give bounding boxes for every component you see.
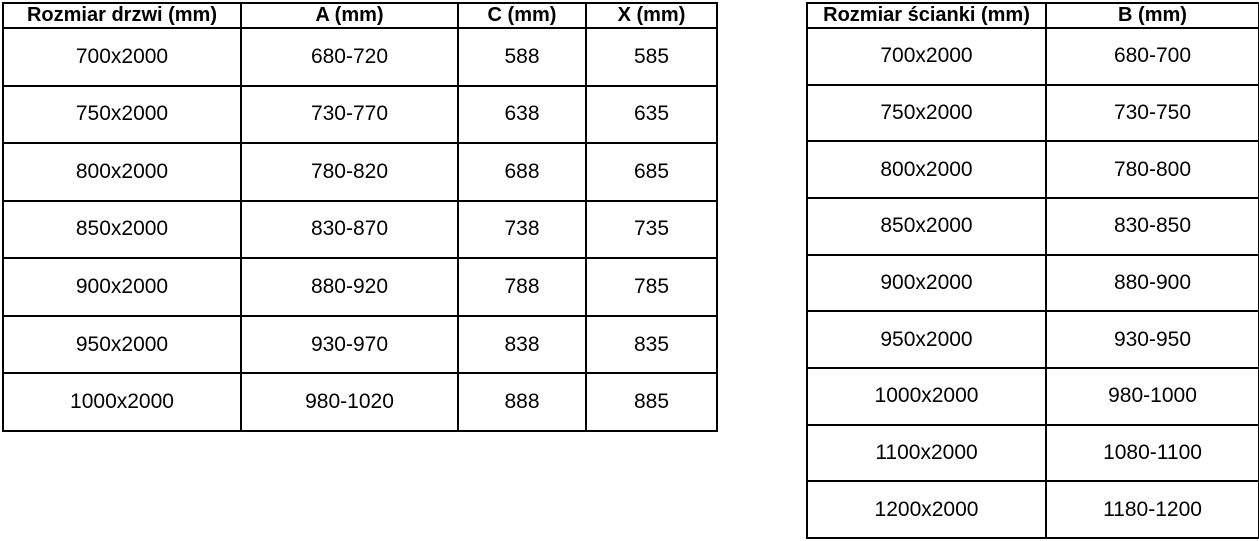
table-cell: 780-800 — [1046, 141, 1259, 198]
table-row — [3, 28, 717, 86]
table-cell: 1080-1100 — [1046, 425, 1259, 482]
table-cell: 750x2000 — [807, 85, 1046, 142]
table-cell: 800x2000 — [807, 141, 1046, 198]
column-header: Rozmiar ścianki (mm) — [807, 3, 1046, 28]
table-cell: 900x2000 — [807, 255, 1046, 312]
table-cell: 950x2000 — [3, 316, 241, 374]
table-cell: 735 — [586, 201, 717, 259]
table-cell: 688 — [458, 143, 586, 201]
table-row — [3, 373, 717, 431]
table-row — [807, 425, 1259, 482]
table-cell: 680-720 — [241, 28, 458, 86]
table-row — [3, 258, 717, 316]
table-cell: 788 — [458, 258, 586, 316]
table-cell: 585 — [586, 28, 717, 86]
table-cell: 900x2000 — [3, 258, 241, 316]
table-cell: 1180-1200 — [1046, 481, 1259, 538]
table-cell: 700x2000 — [807, 28, 1046, 85]
table-cell: 685 — [586, 143, 717, 201]
table-row — [3, 316, 717, 374]
table-cell: 888 — [458, 373, 586, 431]
table-cell: 1000x2000 — [807, 368, 1046, 425]
table-cell: 880-920 — [241, 258, 458, 316]
table-cell: 785 — [586, 258, 717, 316]
table-cell: 1100x2000 — [807, 425, 1046, 482]
column-header: A (mm) — [241, 3, 458, 28]
column-header: C (mm) — [458, 3, 586, 28]
table-cell: 635 — [586, 86, 717, 144]
table-cell: 830-870 — [241, 201, 458, 259]
table-cell: 880-900 — [1046, 255, 1259, 312]
table-cell: 1000x2000 — [3, 373, 241, 431]
table-cell: 638 — [458, 86, 586, 144]
column-header: B (mm) — [1046, 3, 1259, 28]
header-row — [3, 3, 717, 28]
table-cell: 830-850 — [1046, 198, 1259, 255]
table-cell: 680-700 — [1046, 28, 1259, 85]
table-cell: 950x2000 — [807, 311, 1046, 368]
table-row — [807, 85, 1259, 142]
table-cell: 980-1020 — [241, 373, 458, 431]
header-row — [807, 3, 1259, 28]
table-cell: 588 — [458, 28, 586, 86]
table-row — [807, 481, 1259, 538]
table-row — [807, 141, 1259, 198]
table-row — [807, 255, 1259, 312]
table-cell: 730-770 — [241, 86, 458, 144]
door-sizes-table-header — [3, 3, 717, 28]
table-row — [3, 86, 717, 144]
table-cell: 980-1000 — [1046, 368, 1259, 425]
wall-sizes-table — [806, 2, 1259, 539]
table-cell: 700x2000 — [3, 28, 241, 86]
table-row — [807, 28, 1259, 85]
door-sizes-table-body — [3, 28, 717, 431]
wall-sizes-table-body — [807, 28, 1259, 538]
column-header: X (mm) — [586, 3, 717, 28]
table-cell: 800x2000 — [3, 143, 241, 201]
table-cell: 885 — [586, 373, 717, 431]
door-sizes-table — [2, 2, 718, 432]
table-row — [807, 368, 1259, 425]
table-cell: 930-970 — [241, 316, 458, 374]
table-cell: 730-750 — [1046, 85, 1259, 142]
table-cell: 838 — [458, 316, 586, 374]
table-row — [807, 198, 1259, 255]
table-cell: 750x2000 — [3, 86, 241, 144]
table-cell: 850x2000 — [3, 201, 241, 259]
table-cell: 850x2000 — [807, 198, 1046, 255]
column-header: Rozmiar drzwi (mm) — [3, 3, 241, 28]
table-cell: 738 — [458, 201, 586, 259]
table-cell: 1200x2000 — [807, 481, 1046, 538]
table-row — [807, 311, 1259, 368]
table-row — [3, 143, 717, 201]
table-cell: 780-820 — [241, 143, 458, 201]
table-row — [3, 201, 717, 259]
table-cell: 835 — [586, 316, 717, 374]
wall-sizes-table-header — [807, 3, 1259, 28]
table-cell: 930-950 — [1046, 311, 1259, 368]
